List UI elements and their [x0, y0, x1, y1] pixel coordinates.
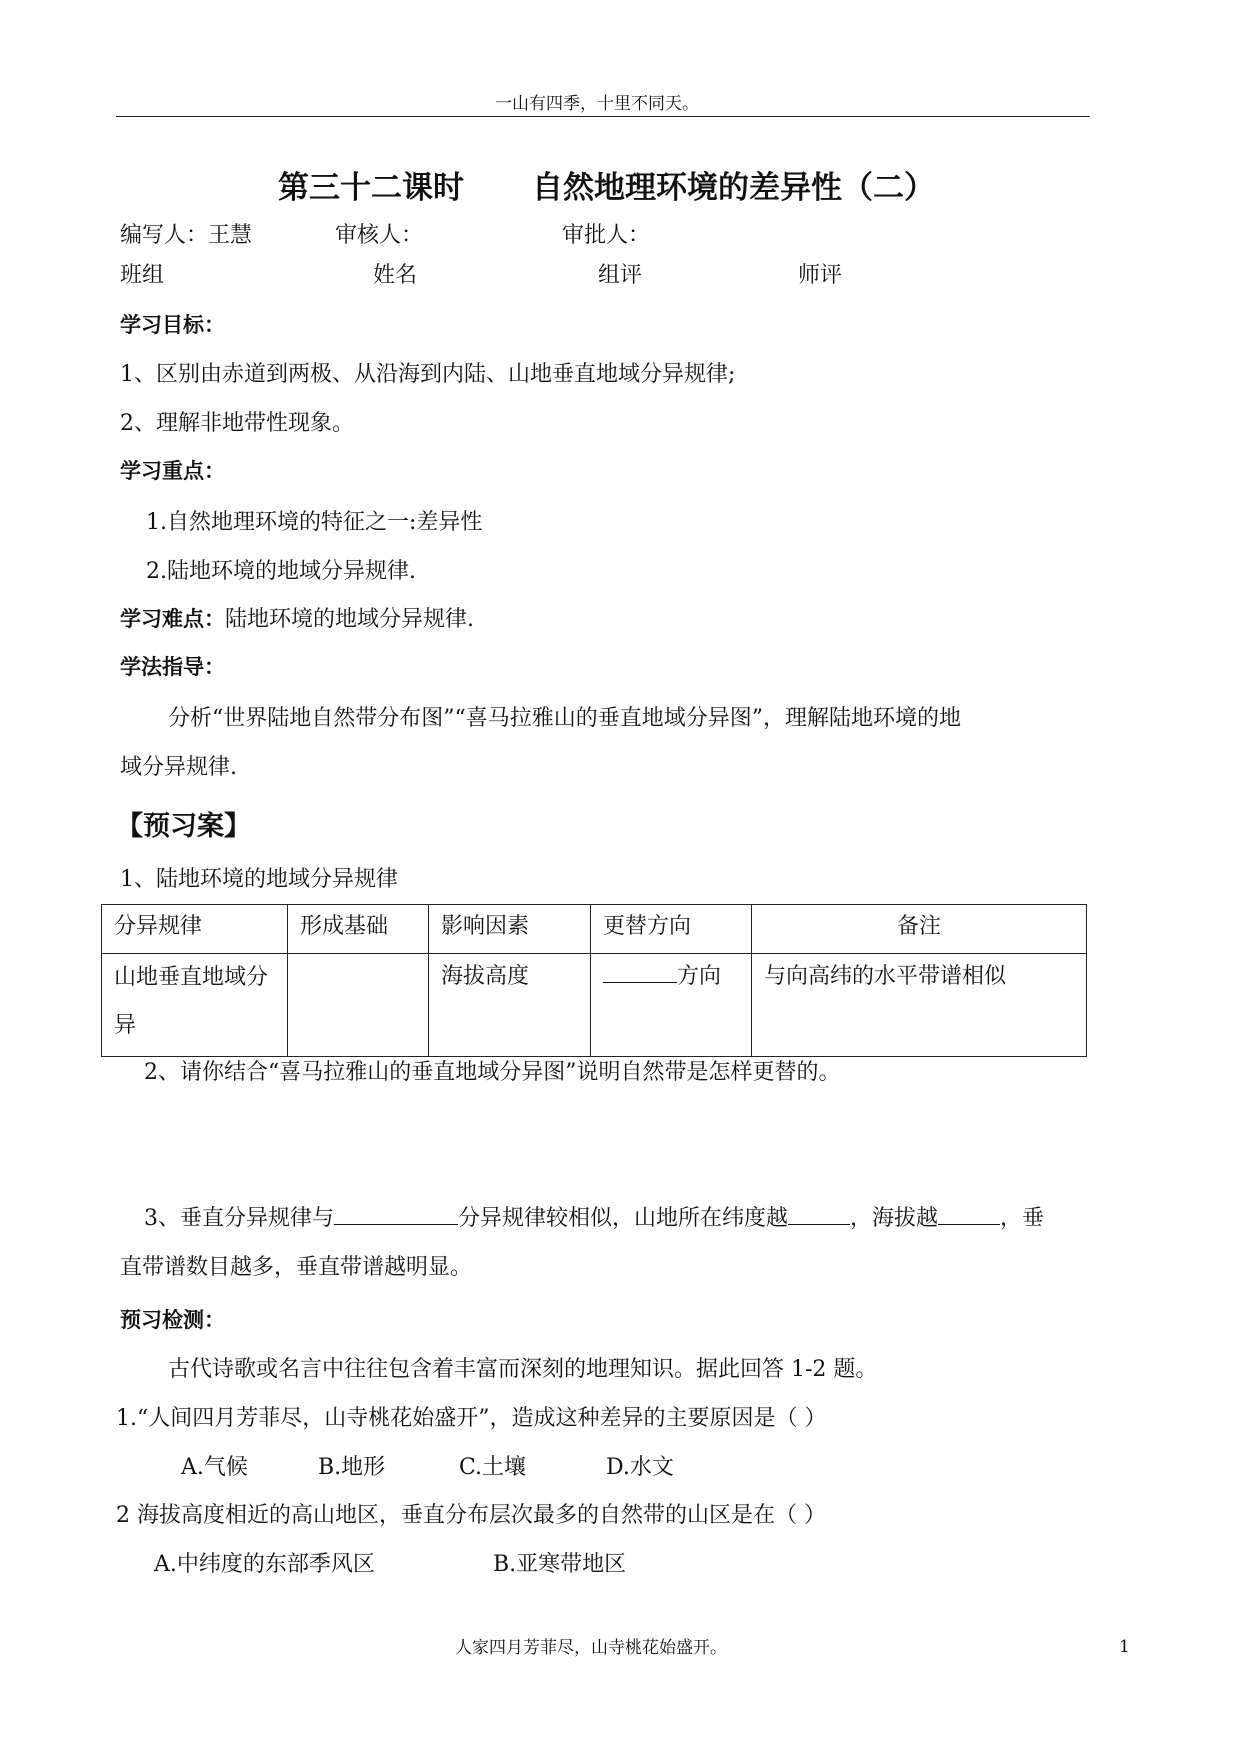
- preview-q1: 1、陆地环境的地域分异规律: [120, 867, 398, 892]
- preview-heading: 【预习案】: [116, 811, 251, 842]
- page-title: 自然地理环境的差异性（二）: [532, 170, 935, 206]
- page-number: 1: [1119, 1637, 1130, 1657]
- zonation-table: [101, 904, 1087, 1057]
- table-header: 影响因素: [429, 905, 591, 954]
- group-eval-label: 组评: [598, 263, 643, 288]
- option-item: D.水文: [606, 1455, 674, 1480]
- name-label: 姓名: [373, 263, 418, 288]
- table-header: 更替方向: [591, 905, 752, 954]
- check-q1: 1.“人间四月芳菲尽，山寺桃花始盛开”，造成这种差异的主要原因是（ ）: [116, 1406, 827, 1431]
- table-cell: 与向高纬的水平带谱相似: [752, 954, 1087, 1057]
- header-rule: [116, 116, 1090, 117]
- check-intro: 古代诗歌或名言中往往包含着丰富而深刻的地理知识。据此回答 1-2 题。: [168, 1357, 878, 1382]
- check-q2: 2 海拔高度相近的高山地区，垂直分布层次最多的自然带的山区是在（ ）: [116, 1503, 826, 1528]
- method-text: 域分异规律.: [120, 755, 237, 780]
- key-point-item: 2.陆地环境的地域分异规律.: [146, 559, 416, 584]
- table-cell-direction: [591, 954, 752, 1057]
- method-heading: 学法指导：: [120, 655, 225, 679]
- objectives-heading: 学习目标：: [120, 313, 225, 337]
- table-cell: 山地垂直地域分异: [102, 954, 288, 1057]
- preview-q2: 2、请你结合“喜马拉雅山的垂直地域分异图”说明自然带是怎样更替的。: [144, 1060, 841, 1085]
- option-item: A.气候: [181, 1455, 248, 1480]
- preview-q3-line1: 3、垂直分异规律与 分异规律较相似，山地所在纬度越 ，海拔越 ，垂: [144, 1201, 1044, 1232]
- table-header: 分异规律: [102, 905, 288, 954]
- objective-item: 2、理解非地带性现象。: [120, 411, 354, 436]
- preview-q3-line2: 直带谱数目越多，垂直带谱越明显。: [120, 1255, 473, 1280]
- table-cell: [288, 954, 429, 1057]
- table-header-row: [102, 905, 1087, 954]
- fill-blank[interactable]: [334, 1202, 458, 1225]
- check-heading: 预习检测：: [120, 1308, 225, 1332]
- option-item: B.地形: [318, 1455, 386, 1480]
- fill-blank[interactable]: [788, 1202, 850, 1225]
- group-label: 班组: [120, 263, 165, 288]
- lesson-number: 第三十二课时: [278, 170, 464, 206]
- writer: 编写人：王慧: [120, 223, 253, 248]
- difficulty-line: [120, 602, 474, 633]
- page-footer: 人家四月芳菲尽，山寺桃花始盛开。: [455, 1638, 727, 1658]
- fill-blank[interactable]: [938, 1202, 1000, 1225]
- page-header: 一山有四季，十里不同天。: [495, 94, 699, 114]
- key-points-heading: 学习重点：: [120, 459, 225, 483]
- fill-blank[interactable]: [603, 960, 677, 983]
- difficulty-text: 陆地环境的地域分异规律.: [225, 607, 474, 632]
- objective-item: 1、区别由赤道到两极、从沿海到内陆、山地垂直地域分异规律;: [120, 362, 736, 387]
- key-point-item: 1.自然地理环境的特征之一:差异性: [146, 510, 483, 535]
- table-cell: 海拔高度: [429, 954, 591, 1057]
- approver: 审批人：: [562, 223, 651, 248]
- table-header: 形成基础: [288, 905, 429, 954]
- option-item: C.土壤: [459, 1455, 527, 1480]
- difficulty-heading: 学习难点：: [120, 607, 225, 631]
- table-row: [102, 954, 1087, 1057]
- option-item: B.亚寒带地区: [493, 1552, 627, 1577]
- teacher-eval-label: 师评: [798, 263, 843, 288]
- option-item: A.中纬度的东部季风区: [154, 1552, 375, 1577]
- direction-suffix: 方向: [677, 964, 722, 989]
- method-text: 分析“世界陆地自然带分布图”“喜马拉雅山的垂直地域分异图”，理解陆地环境的地: [168, 706, 961, 731]
- table-header: 备注: [752, 905, 1087, 954]
- reviewer: 审核人：: [335, 223, 424, 248]
